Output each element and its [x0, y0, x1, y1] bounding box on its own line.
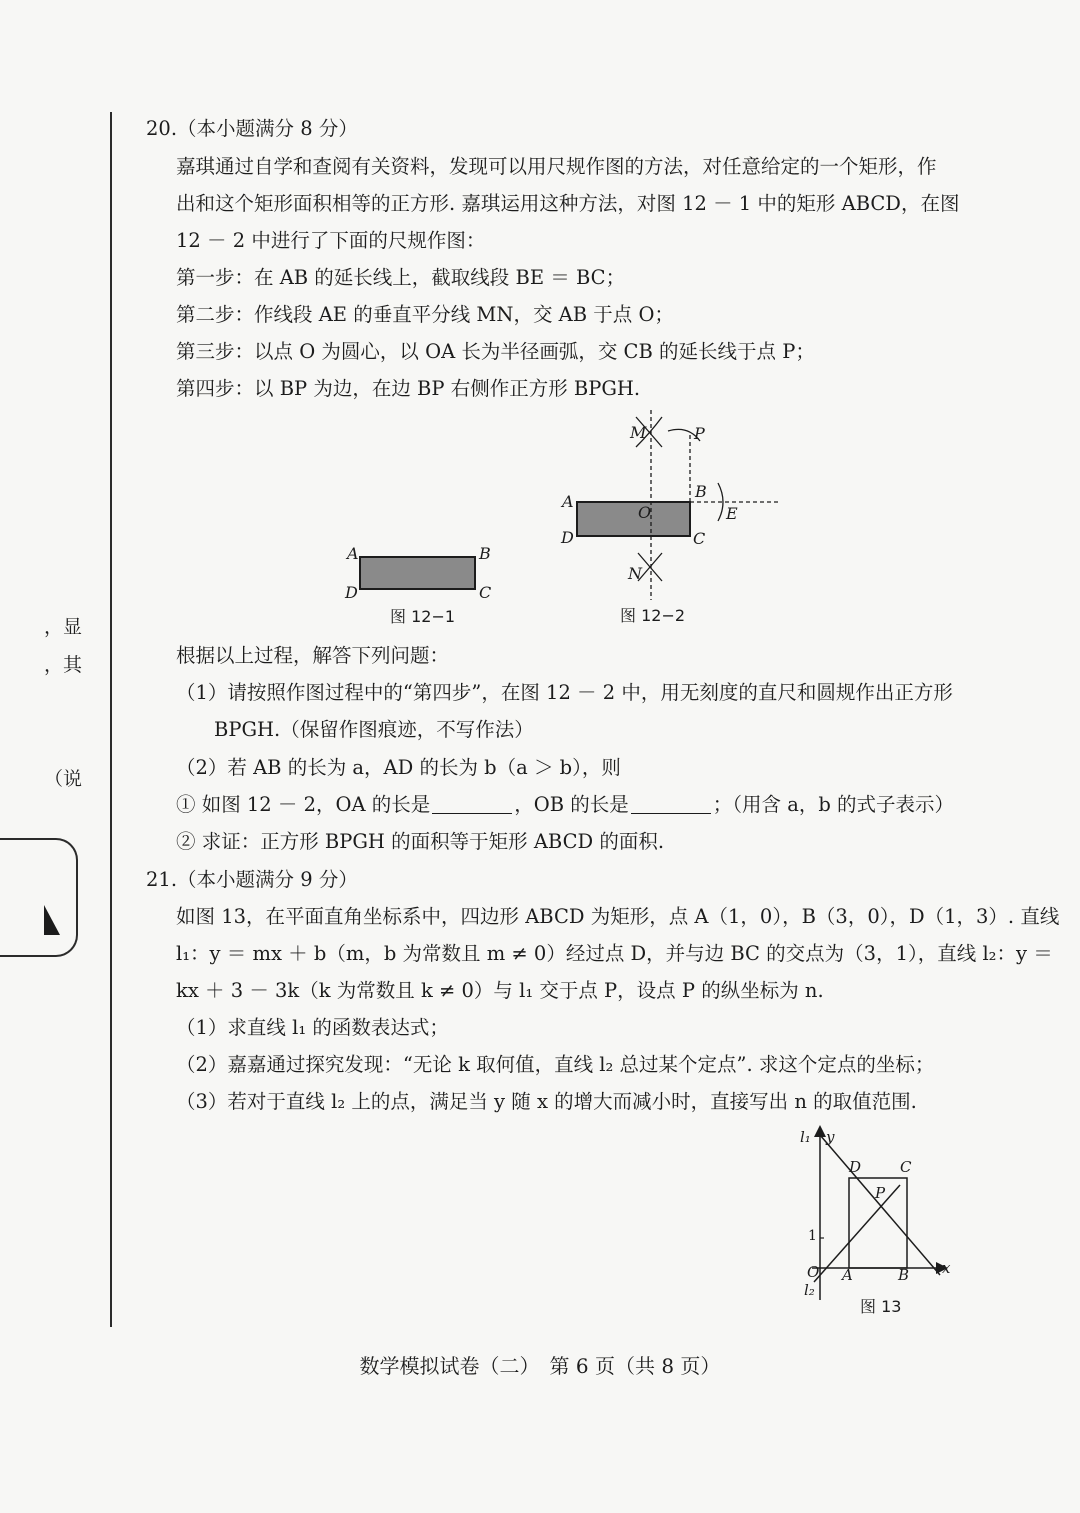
q21-part3: （3）若对于直线 l₂ 上的点，满足当 y 随 x 的增大而减小时，直接写出 n 的取值范围.: [176, 1090, 917, 1113]
fig13-caption: 图 13: [860, 1297, 902, 1316]
fig2-label-d: D: [561, 528, 574, 547]
q20-line-3: 12 － 2 中进行了下面的尺规作图：: [176, 229, 486, 252]
q20-part2-sub1-text-b: ，OB 的长是: [514, 793, 629, 816]
fig1-label-d: D: [345, 583, 358, 602]
fig2-label-m: M: [630, 423, 647, 442]
fig13-label-a: A: [842, 1266, 853, 1284]
fig13-label-1: 1: [808, 1228, 817, 1244]
margin-tab: [0, 838, 78, 957]
rect-abcd-fig1: [360, 557, 475, 589]
fig2-label-n: N: [628, 564, 642, 583]
fig13-label-o: O: [807, 1263, 820, 1281]
q20-part2-sub2: ② 求证：正方形 BPGH 的面积等于矩形 ABCD 的面积.: [176, 830, 665, 853]
q21-part2: （2）嘉嘉通过探究发现：“无论 k 取何值，直线 l₂ 总过某个定点”. 求这个定点的坐标；: [176, 1053, 935, 1076]
fig13-label-b: B: [898, 1266, 910, 1284]
q20-line-1: 嘉琪通过自学和查阅有关资料，发现可以用尺规作图的方法，对任意给定的一个矩形，作: [176, 155, 937, 178]
fig1-label-b: B: [479, 544, 491, 563]
fig1-label-a: A: [347, 544, 359, 563]
fig2-label-e: E: [726, 504, 738, 523]
q20-part2-sub1: [176, 792, 954, 818]
rect-abcd-fig2: [577, 502, 690, 536]
q21-header: 21.（本小题满分 9 分）: [146, 868, 358, 891]
q21-line-1: 如图 13，在平面直角坐标系中，四边形 ABCD 为矩形，点 A（1，0），B（3，0），D（1，3）. 直线: [176, 905, 1060, 928]
fig13-label-p: P: [875, 1184, 886, 1202]
side-note-2: ，其: [44, 654, 83, 676]
q20-part2-sub1-text-a: ① 如图 12 － 2，OA 的长是: [176, 793, 431, 816]
q20-after-text: 根据以上过程，解答下列问题：: [176, 644, 450, 667]
margin-triangle-mark: [44, 905, 60, 935]
fig2-label-a: A: [562, 492, 574, 511]
fig13-label-x: x: [942, 1259, 951, 1277]
q20-part2: （2）若 AB 的长为 a，AD 的长为 b（a ＞ b），则: [176, 756, 621, 779]
q20-part2-sub1-text-c: ；（用含 a，b 的式子表示）: [712, 793, 955, 816]
q20-part1-line1: （1）请按照作图过程中的“第四步”，在图 12 － 2 中，用无刻度的直尺和圆规作出正方形: [176, 681, 953, 704]
page-footer: 数学模拟试卷（二） 第 6 页（共 8 页）: [359, 1354, 721, 1378]
q20-step-1: 第一步：在 AB 的延长线上，截取线段 BE ＝ BC；: [176, 266, 626, 289]
q20-line-2: 出和这个矩形面积相等的正方形. 嘉琪运用这种方法，对图 12 － 1 中的矩形 ABCD，在图: [176, 192, 960, 215]
fig1-label-c: C: [479, 583, 492, 602]
fig13-label-d: D: [849, 1158, 862, 1176]
fig2-label-b: B: [695, 482, 707, 501]
q20-step-4: 第四步：以 BP 为边，在边 BP 右侧作正方形 BPGH.: [176, 377, 641, 400]
q20-step-2: 第二步：作线段 AE 的垂直平分线 MN，交 AB 于点 O；: [176, 303, 674, 326]
side-note-1: ，显: [44, 616, 83, 638]
side-note-3: （说: [44, 768, 83, 790]
fig2-label-o: O: [638, 503, 652, 522]
answer-blank-ob[interactable]: [631, 813, 711, 814]
q21-line-3: kx ＋ 3 － 3k（k 为常数且 k ≠ 0）与 l₁ 交于点 P，设点 P 的纵坐标为 n.: [176, 979, 824, 1002]
figure-13: [790, 1120, 960, 1325]
q20-part1-line2: BPGH.（保留作图痕迹，不写作法）: [214, 718, 534, 741]
fig1-caption: 图 12−1: [390, 607, 456, 626]
fig2-label-p: P: [694, 424, 705, 443]
answer-blank-oa[interactable]: [432, 813, 512, 814]
fig13-label-l1: l₁: [800, 1128, 811, 1146]
q21-line-2: l₁：y ＝ mx ＋ b（m，b 为常数且 m ≠ 0）经过点 D，并与边 BC 的交点为（3，1），直线 l₂：y ＝: [176, 942, 1053, 965]
q21-part1: （1）求直线 l₁ 的函数表达式；: [176, 1016, 449, 1039]
fig2-caption: 图 12−2: [620, 606, 686, 625]
fig13-label-l2: l₂: [804, 1281, 815, 1299]
q20-header: 20.（本小题满分 8 分）: [146, 117, 358, 140]
fig13-label-c: C: [900, 1158, 912, 1176]
q20-step-3: 第三步：以点 O 为圆心，以 OA 长为半径画弧，交 CB 的延长线于点 P；: [176, 340, 815, 363]
figure-12-2: [550, 405, 790, 630]
figure-12-1: [335, 540, 505, 630]
fig2-label-c: C: [693, 529, 706, 548]
fig13-label-y: y: [826, 1128, 835, 1146]
binding-margin-line: [110, 112, 112, 1327]
